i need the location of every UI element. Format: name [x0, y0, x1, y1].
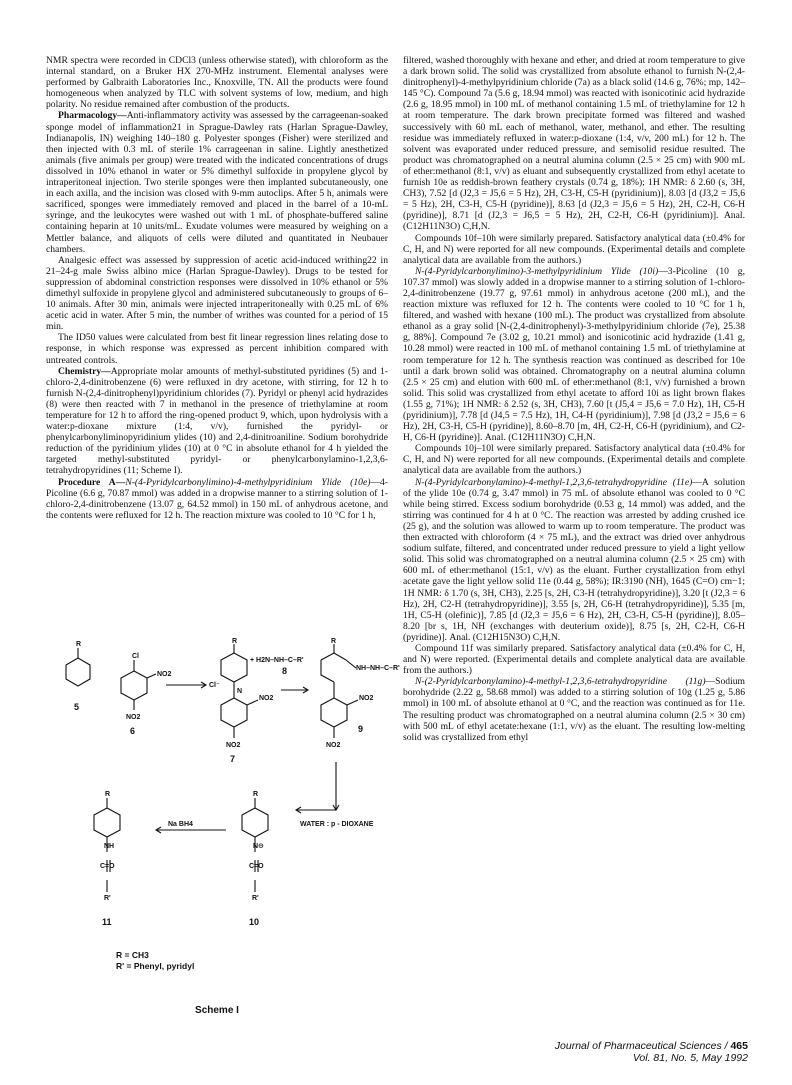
paragraph-text: Appropriate molar amounts of methyl-substituted pyridines (5) and 1-chloro-2,4-dinitrobenzene (6) were refluxed in dry acetone, with stirring, for 12 h to furnish N-(2,4-dinitrophenyl)pyridinium chlorides (7). Pyridyl or phenyl acid hydrazides (8) were then reacted with 7 in methanol in the presence of triethylamine at room temperature for 12 h to afford the ring-opened product 9, which, upon hydrolysis with a water:p-dioxane mixture (1:4, v/v), furnished the pyridyl- or phenylcarbonyliminopyridinium ylides (10) and 2,4-dinitroaniline. Sodium borohydride reduction of the pyridinium ylides (10) at 0 °C in absolute ethanol for 4 h yielded the targeted methyl-substituted pyridyl- or phenylcarbonylamino-1,2,3,6-tetrahydropyridines (11; Scheme I).	[46, 365, 388, 477]
paragraph: Analgesic effect was assessed by suppression of acetic acid-induced writhing22 in 21–24-g male Swiss albino mice (Harlan Sprague-Dawley). Drugs to be tested for suppression of abdominal constriction responses were dissolved in 10% ethanol or 5% dimethyl sulfoxide in propylene glycol and administered subcutaneously to groups of 6–10 animals. After 30 min, animals were injected intraperitoneally with 0.25 mL of 6% acetic acid in water. After 5 min, the number of writhes was counted for a period of 15 min.	[46, 254, 388, 333]
svg-text:NO2: NO2	[259, 695, 274, 702]
page-footer	[555, 1040, 748, 1064]
svg-text:R: R	[105, 791, 111, 798]
paragraph	[46, 477, 388, 521]
compound-11-label: 11	[102, 917, 112, 927]
compound-8-label: 8	[282, 666, 288, 676]
pyridine-ring-5	[66, 658, 90, 686]
volume-info: Vol. 81, No. 5, May 1992	[632, 1052, 748, 1064]
legend-r-prime: R' = Phenyl, pyridyl	[116, 961, 195, 971]
tetrahydropyridine-ring-11	[94, 808, 120, 837]
svg-text:NO2: NO2	[226, 742, 241, 749]
svg-text:NO2: NO2	[359, 695, 374, 702]
paragraph	[46, 110, 388, 254]
paragraph-text: —4-Picoline (6.6 g, 70.87 mmol) was added in a dropwise manner to a stirring solution of 1-chloro-2,4-dinitrobenzene (13.07 g, 64.52 mmol) in 150 mL of anhydrous acetone, and the contents were refluxed for 12 h. The reaction mixture was cooled to 10 °C for 1 h,	[46, 476, 388, 521]
svg-text:C=O: C=O	[249, 863, 264, 870]
compound-10-label: 10	[249, 917, 260, 927]
section-heading: Pharmacology—	[58, 110, 127, 122]
paragraph: filtered, washed thoroughly with hexane and ether, and dried at room temperature to give a dark brown solid. The solid was crystallized from absolute ethanol to furnish N-(2,4-dinitrophenyl)-4-methylpyridinium chloride (7a) as a black solid (14.6 g, 76%; mp, 142–145 °C). Compound 7a (5.6 g, 18.94 mmol) was reacted with isonicotinic acid hydrazide (2.6 g, 18.95 mmol) in 100 mL of methanol containing 1.5 mL of triethylamine for 12 h at room temperature. The dark brown precipitate formed was filtered and washed successively with 60 mL each of methanol, water, methanol, and ether. The resulting residue was immediately refluxed in water:p-dioxane (1:4, v/v, 200 mL) for 12 h. The solvent was evaporated under reduced pressure, and semisolid residue resulted. The product was chromatographed on a neutral alumina column (2.5 × 25 cm) with 900 mL of ether:methanol (8:1, v/v) as eluant and subsequently crystallized from ethyl acetate to furnish 10e as reddish-brown feathery crystals (0.74 g, 18%); 1H NMR: δ 2.60 (s, 3H, CH3), 7.52 [d (J2,3 = J5,6 = 5 Hz), 2H, C3-H, C5-H (pyridinium)], 8.03 [d (J3,2 = J5,6 = 5 Hz), 2H, C3-H, C5-H (pyridine)], 8.63 [d (J2,3 = J5,6 = 5 Hz), 2H, C2-H, C6-H (pyridine)], 8.71 [d (J2,3 = J6,5 = 5 Hz), 2H, C2-H, C6-H (pyridinium)]. Anal. (C12H11N3O) C,H,N.	[403, 55, 745, 233]
benzene-ring-6	[121, 671, 147, 700]
paragraph: Compounds 10j–10l were similarly prepared. Satisfactory analytical data (±0.4% for C, H, and N) were reported for all new compounds. (Experimental details and complete analytical data are available from the authors.)	[403, 443, 745, 477]
svg-text:R: R	[331, 638, 337, 645]
paragraph-text: —A solution of the ylide 10e (0.74 g, 3.47 mmol) in 75 mL of absolute ethanol was cooled to 0 °C while being stirred. Excess sodium borohydride (0.53 g, 14 mmol) was added, and the stirring was continued for 4 h at 0 °C. The reaction was arrested by adding crushed ice (25 g), and the solution was allowed to warm up to room temperature. The product was then extracted with chloroform (4 × 75 mL), and the extract was dried over anhydrous sodium sulfate, filtered, and concentrated under reduced pressure to yield a light yellow solid. This solid was chromatographed on a neutral alumina column (2.5 × 25 cm) with 600 mL of ether:methanol (15:1, v/v) as the eluant. Further crystallization from ethyl acetate gave the light yellow solid 11e (0.44 g, 58%); IR:3190 (NH), 1645 (C=O) cm−1; 1H NMR: δ 1.70 (s, 3H, CH3), 2.25 [s, 2H, C3-H (tetrahydropyridine)], 3.20 [t (J2,3 = 6 Hz), 2H, C2-H (tetrahydropyridine)], 3.55 [s, 2H, C6-H (tetrahydropyridine)], 5.35 [m, 1H, C5-H (olefinic)], 7.85 [d (J2,3 = J5,6 = 6 Hz), 2H, C3-H, C5-H (pyridine)], 8.05–8.20 [br s, 1H, NH (exchanges with deuterium oxide)], 8.75 [s, 2H, C2-H, C6-H (pyridine)]. Anal. (C12H15N3O) C,H,N.	[403, 476, 745, 643]
compound-title: N-(4-Pyridylcarbonylimino)-4-methylpyridinium Ylide (10e)	[125, 476, 371, 488]
benzene-ring-9	[321, 698, 347, 727]
pyridinium-ring-7	[221, 653, 247, 682]
section-heading: Chemistry—	[58, 365, 111, 377]
compound-5-label: 5	[74, 702, 80, 712]
paragraph: The ID50 values were calculated from best fit linear regression lines relating dose to response, in which response was expressed as percent inhibition compared with untreated controls.	[46, 332, 388, 366]
svg-text:R': R'	[104, 895, 111, 902]
paragraph: Compounds 10f–10h were similarly prepared. Satisfactory analytical data (±0.4% for C, H, and N) were reported for all new compounds. (Experimental details and complete analytical data are available from the authors.)	[403, 232, 745, 266]
svg-text:NH: NH	[104, 843, 115, 850]
paragraph-text: —Sodium borohydride (2.22 g, 58.68 mmol) was added to a stirring solution of 10g (1.25 g, 5.86 mmol) in 100 mL of absolute ethanol at 0 °C, and the reaction was continued as for 11e. The resulting product was chromatographed on a neutral alumina column (2.5 × 30 cm) with 500 mL of ethyl acetate:hexane (1:1, v/v) as the eluant. The resulting low-melting solid was crystallized from ethyl	[403, 676, 745, 743]
benzene-ring-7	[221, 698, 247, 727]
paragraph: NMR spectra were recorded in CDCl3 (unless otherwise stated), with chloroform as the internal standard, on a Bruker HX 270-MHz instrument. Elemental analyses were performed by Galbraith Laboratories Inc., Knoxville, TN. All the products were found homogeneous when analyzed by TLC with solvent systems of low, medium, and high polarity. No residue remained after combustion of the products.	[46, 55, 388, 111]
right-column	[403, 55, 745, 743]
svg-text:NO2: NO2	[326, 742, 341, 749]
journal-name: Journal of Pharmaceutical Sciences /	[554, 1040, 731, 1052]
paragraph	[403, 676, 745, 743]
scheme-legend	[116, 950, 316, 972]
svg-text:R: R	[253, 791, 259, 798]
svg-text:NH–NH–C–R': NH–NH–C–R'	[356, 665, 400, 672]
scheme-drawing	[46, 638, 400, 1000]
reagent-nabh4: Na BH4	[168, 821, 193, 828]
compound-7-label: 7	[230, 754, 236, 764]
pyridinium-ring-10	[242, 808, 268, 837]
left-column	[46, 55, 388, 521]
svg-text:Cl⁻: Cl⁻	[209, 682, 220, 689]
compound-9-label: 9	[358, 724, 364, 734]
svg-text:R': R'	[252, 895, 259, 902]
compound-title: N-(4-Pyridylcarbonylamino)-4-methyl-1,2,3,6-tetrahydropyridine (11e)	[415, 476, 693, 488]
svg-text:R: R	[232, 638, 238, 645]
svg-text:C=O: C=O	[100, 863, 115, 870]
paragraph	[403, 266, 745, 444]
svg-text:Cl: Cl	[132, 653, 139, 660]
svg-text:R: R	[76, 641, 82, 648]
paragraph: Compound 11f was similarly prepared. Satisfactory analytical data (±0.4% for C, H, and N) were reported. (Experimental details and complete analytical data are available from the authors.)	[403, 642, 745, 677]
paragraph	[46, 366, 388, 477]
svg-text:NO2: NO2	[157, 671, 172, 678]
paragraph-text: —3-Picoline (10 g, 107.37 mmol) was slowly added in a dropwise manner to a stirring solution of 1-chloro-2,4-dinitrobenzene (19.77 g, 97.61 mmol) in anhydrous acetone (200 mL), and the reaction mixture was refluxed for 12 h. The contents were cooled to 10 °C for 1 h, filtered, and washed with hexane (100 mL). The product was crystallized from absolute ethanol as a gray solid [N-(2,4-dinitrophenyl)-3-methylpyridinium chloride (7e), 25.38 g, 88%]. Compound 7e (3.02 g, 10.21 mmol) and isonicotinic acid hydrazide (1.41 g, 10.28 mmol) were reacted in 100 mL of methanol containing 1.5 mL of triethylamine at room temperature for 12 h. The synthesis reaction was continued as described for 10e until a dark brown solid was obtained. Chromatography on a neutral alumina column (2.5 × 25 cm) and elution with 600 mL of ether:methanol (8:1, v/v) furnished a brown solid. This solid was crystallized from ethyl acetate to afford 10i as light brown flakes (1.55 g, 71%); 1H NMR: δ 2.52 (s, 3H, CH3), 7.60 [t (J5,4 = J5,6 = 7.0 Hz), 1H, C5-H (pyridinium)], 7.78 [d (J4,5 = 7.5 Hz), 1H, C4-H (pyridinium)], 7.98 [d (J3,2 = J5,6 = 6 Hz), 2H, C3-H, C5-H (pyridine)], 8.60–8.70 [m, 4H, C2-H, C6-H (pyridinium), and C2-H, C6-H (pyridine)]. Anal. (C12H11N3O) C,H,N.	[403, 265, 746, 444]
section-heading: Procedure A—	[58, 476, 126, 488]
svg-text:+ H2N–NH–C–R': + H2N–NH–C–R'	[250, 657, 304, 664]
legend-r: R = CH3	[116, 950, 149, 960]
svg-text:N: N	[237, 688, 243, 695]
open-chain-9	[321, 653, 346, 660]
compound-6-label: 6	[130, 726, 136, 736]
page-number: 465	[730, 1040, 748, 1052]
paragraph	[403, 477, 745, 643]
reagent-water-dioxane: WATER : p - DIOXANE	[300, 821, 374, 828]
svg-text:NO2: NO2	[126, 714, 141, 721]
paragraph-text: Anti-inflammatory activity was assessed by the carrageenan-soaked sponge model of inflammation21 in Sprague-Dawley rats (Harlan Sprague-Dawley, Indianapolis, IN) weighing 140–180 g. Polyester sponges (Fisher) were sterilized and then injected with 0.3 mL of sterile 1% carrageenan in saline. Lightly anesthetized animals (five animals per group) were treated with the indicated concentrations of drugs dissolved in 10% ethanol in water or 5% dimethyl sulfoxide in propylene glycol by intraperitoneal injection. Two sterile sponges were then implanted subcutaneously, one in each axilla, and the incision was closed with 9-mm autoclips. After 5 h, animals were sacrificed, sponges were immediately removed and placed in the barrel of a 10-mL syringe, and the leukocytes were washed out with 1 mL of phosphate-buffered saline containing heparin at 10 units/mL. Exudate volumes were measured by weighing on a Mettler balance, and aliquots of cells were diluted and quantitated in Neubauer chambers.	[46, 110, 388, 255]
compound-title: N-(2-Pyridylcarbonylamino)-4-methyl-1,2,3,6-tetrahydropyridine (11g)	[415, 676, 706, 688]
svg-text:N⊖: N⊖	[253, 843, 264, 850]
compound-title: N-(4-Pyridylcarbonylimino)-3-methylpyridinium Ylide (10i)	[415, 265, 659, 277]
scheme-caption: Scheme I	[195, 1005, 239, 1016]
